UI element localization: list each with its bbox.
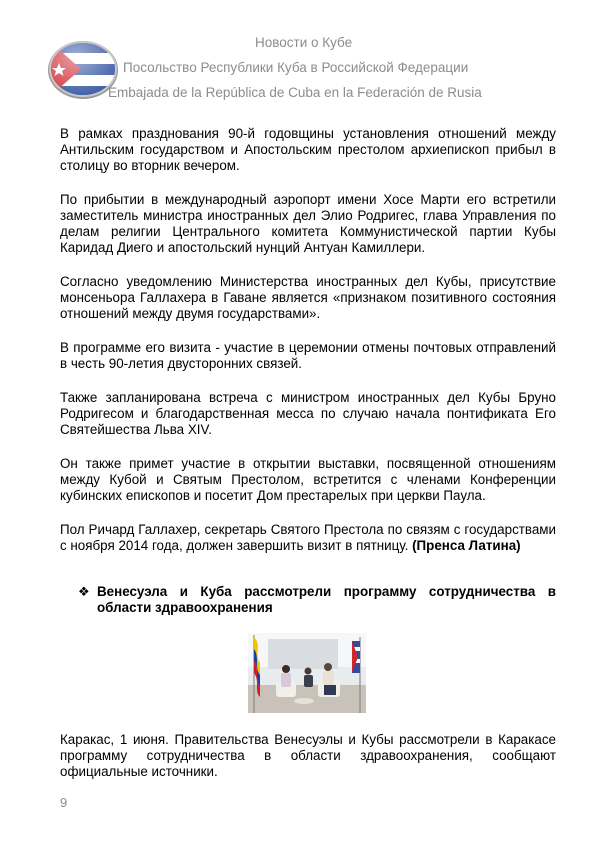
article-paragraph-last: [60, 522, 556, 554]
meeting-photo-icon: [248, 633, 366, 713]
article-paragraph: В программе его визита - участие в церемонии отмены почтовых отправлений в честь 90-летия двусторонних связей.: [60, 340, 556, 371]
header-embassy-ru: Посольство Республики Куба в Российской Федерации: [123, 60, 469, 75]
next-article-heading: [78, 584, 556, 616]
article-paragraph: По прибытии в международный аэропорт имени Хосе Марти его встретили заместитель министра иностранных дел Элио Родригес, глава Управления по делам религии Центрального комитета Коммунистической партии Кубы Каридад Диего и апостольский нунций Антуан Камиллери.: [60, 192, 556, 255]
next-article-paragraph: Каракас, 1 июня. Правительства Венесуэлы и Кубы рассмотрели в Каракасе программу сотрудничества в области здравоохранения, сообщают официальные источники.: [60, 732, 556, 779]
article-paragraph: Согласно уведомлению Министерства иностранных дел Кубы, присутствие монсеньора Галлахера в Гаване является «признаком позитивного состояния отношений между двумя государствами».: [60, 274, 556, 321]
header-title: Новости о Кубе: [255, 35, 353, 50]
page-header: [0, 0, 599, 115]
article-body: [60, 126, 556, 554]
header-embassy-es: Embajada de la República de Cuba en la Federación de Rusia: [108, 85, 482, 100]
diamond-bullet-icon: ❖: [78, 584, 90, 599]
last-paragraph-text: Пол Ричард Галлахер, секретарь Святого Престола по связям с государствами с ноября 2014 года, должен завершить визит в пятницу.: [60, 522, 556, 553]
news-source: (Пренса Латина): [412, 538, 521, 553]
article-paragraph: Также запланирована встреча с министром иностранных дел Кубы Бруно Родригесом и благодарственная месса по случаю начала понтификата Его Святейшества Льва XIV.: [60, 390, 556, 437]
article-paragraph: Он также примет участие в открытии выставки, посвященной отношениям между Кубой и Святым Престолом, встретится с членами Конференции кубинских епископов и посетит Дом престарелых при церкви Паула.: [60, 456, 556, 503]
next-article-title: Венесуэла и Куба рассмотрели программу сотрудничества в области здравоохранения: [97, 584, 556, 615]
page-number: 9: [60, 795, 68, 810]
article-paragraph: В рамках празднования 90-й годовщины установления отношений между Антильским государством и Апостольским престолом архиепископ прибыл в столицу во вторник вечером.: [60, 126, 556, 173]
